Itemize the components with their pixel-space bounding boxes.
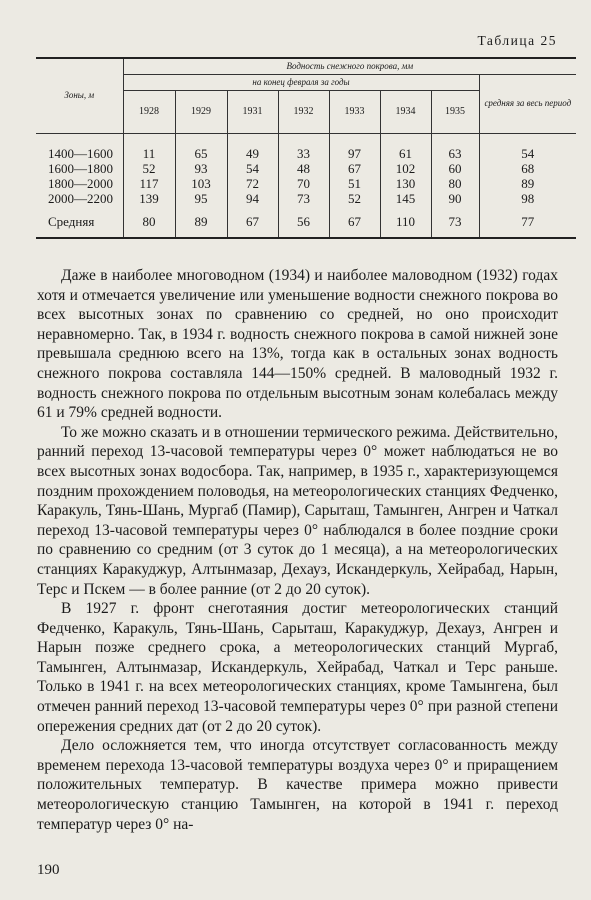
value-cell: 49 [227, 133, 278, 161]
table-row [36, 191, 576, 206]
zone-cell: 1600—1800 [48, 160, 113, 176]
value-cell: 73 [278, 191, 329, 206]
page-number: 190 [37, 862, 60, 878]
value-cell: 48 [278, 161, 329, 176]
value-cell: 67 [227, 206, 278, 238]
mean-cell: 77 [479, 206, 576, 238]
table-row [36, 161, 576, 176]
table-row [36, 176, 576, 191]
value-cell: 11 [123, 133, 175, 161]
value-cell: 89 [175, 206, 227, 238]
year-header: 1928 [123, 90, 175, 133]
value-cell: 72 [227, 176, 278, 191]
subgroup-header: на конец февраля за годы [123, 74, 479, 90]
value-cell: 145 [380, 191, 431, 206]
value-cell: 97 [329, 133, 380, 161]
value-cell: 95 [175, 191, 227, 206]
value-cell: 65 [175, 133, 227, 161]
paragraph: Дело осложняется тем, что иногда отсутствует согласованность между временем перехода 13-часовой температуры воздуха через 0° и приращением положительных температур. В качестве примера можно привести метеорологическую станцию Тамынген, на которой в 1941 г. переход температур через 0° на- [37, 737, 558, 833]
value-cell: 80 [431, 176, 479, 191]
year-header: 1935 [431, 90, 479, 133]
value-cell: 90 [431, 191, 479, 206]
snow-water-table [36, 57, 576, 239]
value-cell: 33 [278, 133, 329, 161]
value-cell: 56 [278, 206, 329, 238]
value-cell: 93 [175, 161, 227, 176]
value-cell: 80 [123, 206, 175, 238]
zone-header: Зоны, м [36, 58, 123, 133]
value-cell: 54 [227, 161, 278, 176]
group-header: Водность снежного покрова, мм [123, 58, 576, 74]
value-cell: 110 [380, 206, 431, 238]
year-header: 1932 [278, 90, 329, 133]
value-cell: 103 [175, 176, 227, 191]
value-cell: 139 [123, 191, 175, 206]
body-text [37, 266, 558, 834]
value-cell: 52 [123, 161, 175, 176]
year-header: 1933 [329, 90, 380, 133]
paragraph: В 1927 г. фронт снеготаяния достиг метеорологических станций Федченко, Каракуль, Тянь-Шань, Сарыташ, Каракуджур, Дехауз, Ангрен и Нарын позже среднего срока, а метеорологических станций Мургаб, Тамынген, Алтынмазар, Искандеркуль, Хейрабад, Чаткал и Терс раньше. Только в 1941 г. на всех метеорологических станциях, кроме Тамынгена, был отмечен ранний переход 13-часовой температуры через 0° при разной степени опережения средних дат (от 2 до 20 суток). [37, 600, 558, 735]
value-cell: 67 [329, 206, 380, 238]
year-header: 1931 [227, 90, 278, 133]
value-cell: 73 [431, 206, 479, 238]
value-cell: 60 [431, 161, 479, 176]
average-label: Средняя [36, 206, 123, 238]
zone-cell: 2000—2200 [48, 190, 113, 206]
paragraph: Даже в наиболее многоводном (1934) и наиболее маловодном (1932) годах хотя и отмечается увеличение или уменьшение водности снежного покрова во всех высотных зонах по сравнению со средней, но оно происходит неравномерно. Так, в 1934 г. водность снежного покрова в самой нижней зоне превышала среднюю всего на 13%, тогда как в остальных зонах водность снежного покрова составляла 144—150% средней. В маловодный 1932 г. водность снежного покрова по отдельным высотным зонам колебалась между 61 и 79% средней водности. [37, 267, 558, 422]
zone-cell: 1400—1600 [48, 145, 113, 161]
paragraph: То же можно сказать и в отношении термического режима. Действительно, ранний переход 13-часовой температуры через 0° может наблюдаться не во всех высотных зонах водосбора. Так, например, в 1935 г., характеризующемся поздним прохождением половодья, на метеорологических станциях Федченко, Каракуль, Тянь-Шань, Мургаб (Памир), Сарыташ, Тамынген, Ангрен и Чаткал переход 13-часовой температуры через 0° наблюдался в более поздние сроки по сравнению со средним (от 3 суток до 1 месяца), а на метеорологических станциях Каракуджур, Алтынмазар, Дехауз, Искандеркуль, Хейрабад, Нарын, Терс и Пскем — в более ранние (от 2 до 20 суток). [37, 423, 558, 598]
value-cell: 61 [380, 133, 431, 161]
mean-cell: 98 [479, 191, 576, 206]
table-caption: Таблица 25 [477, 33, 557, 48]
value-cell: 130 [380, 176, 431, 191]
year-header: 1934 [380, 90, 431, 133]
mean-cell: 68 [479, 161, 576, 176]
zone-cell: 1800—2000 [48, 175, 113, 191]
table-row [36, 133, 576, 161]
value-cell: 117 [123, 176, 175, 191]
average-row [36, 206, 576, 238]
mean-header: средняя за весь период [479, 74, 576, 133]
value-cell: 102 [380, 161, 431, 176]
value-cell: 70 [278, 176, 329, 191]
value-cell: 63 [431, 133, 479, 161]
mean-cell: 89 [479, 176, 576, 191]
value-cell: 94 [227, 191, 278, 206]
value-cell: 51 [329, 176, 380, 191]
year-header: 1929 [175, 90, 227, 133]
value-cell: 52 [329, 191, 380, 206]
value-cell: 67 [329, 161, 380, 176]
mean-cell: 54 [479, 133, 576, 161]
